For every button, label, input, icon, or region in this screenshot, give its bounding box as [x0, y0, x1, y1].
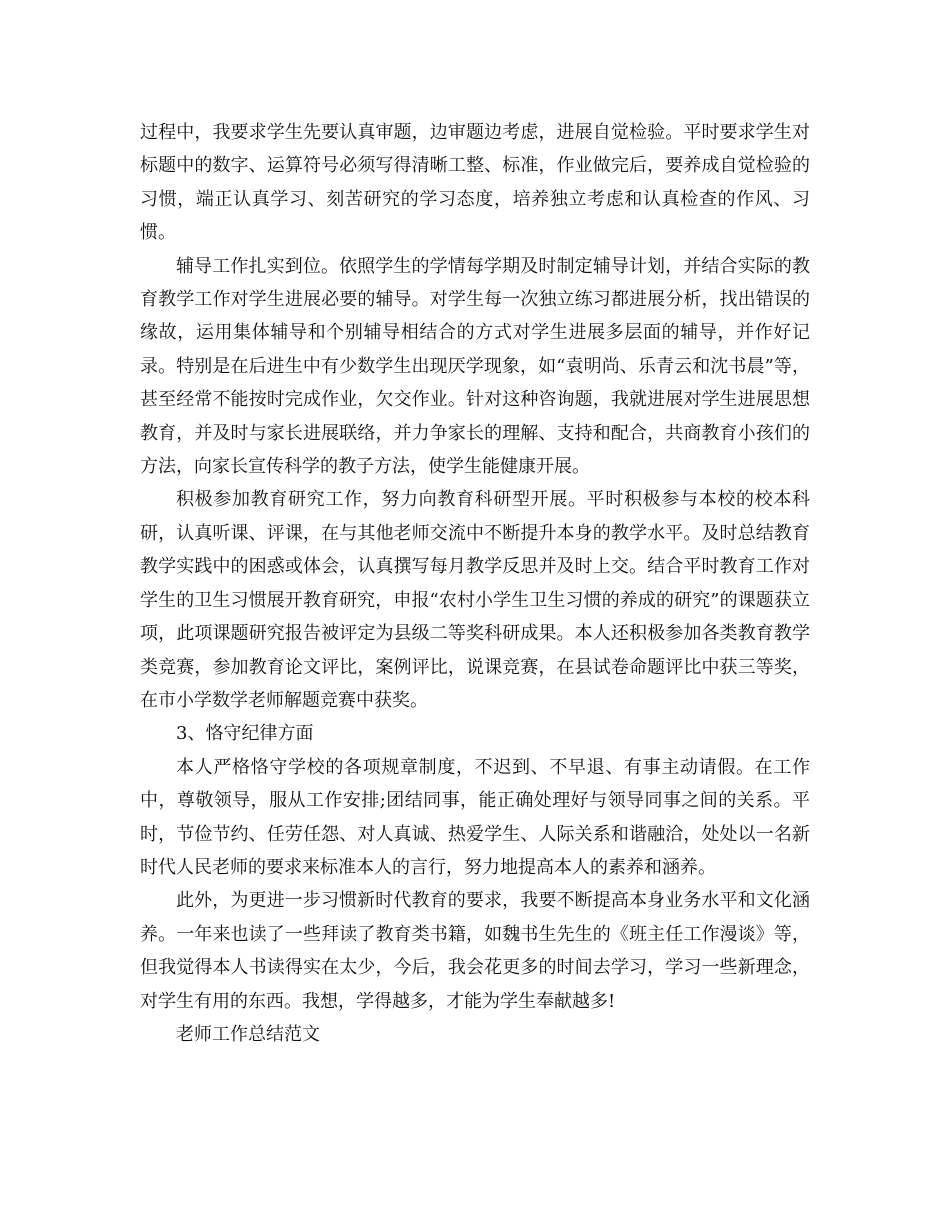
paragraph-discipline: 本人严格恪守学校的各项规章制度，不迟到、不早退、有事主动请假。在工作中，尊敬领导，服从工作安排;团结同事，能正确处理好与领导同事之间的关系。平时，节俭节约、任劳任怨、对人真诚、热爱学生、人际关系和谐融洽，处处以一名新时代人民老师的要求来标准本人的言行，努力地提高本人的素养和涵养。 [140, 756, 810, 878]
paragraph-research: 积极参加教育研究工作，努力向教育科研型开展。平时积极参与本校的校本科研，认真听课、评课，在与其他老师交流中不断提升本身的教学水平。及时总结教育教学实践中的困惑或体会，认真撰写每月教学反思并及时上交。结合平时教育工作对学生的卫生习惯展开教育研究，申报“农村小学生卫生习惯的养成的研究”的课题获立项，此项课题研究报告被评定为县级二等奖科研成果。本人还积极参加各类教育教学类竞赛，参加教育论文评比，案例评比，说课竞赛，在县试卷命题评比中获三等奖，在市小学数学老师解题竞赛中获奖。 [140, 489, 810, 711]
next-title: 老师工作总结范文 [176, 1023, 320, 1045]
paragraph-improvement: 此外，为更进一步习惯新时代教育的要求，我要不断提高本身业务水平和文化涵养。一年来也读了一些拜读了教育类书籍，如魏书生先生的《班主任工作漫谈》等，但我觉得本人书读得实在太少，今后，我会花更多的时间去学习，学习一些新理念，对学生有用的东西。我想，学得越多，才能为学生奉献越多! [140, 890, 810, 1012]
paragraph-continuation: 过程中，我要求学生先要认真审题，边审题边考虑，进展自觉检验。平时要求学生对标题中的数字、运算符号必须写得清晰工整、标准，作业做完后，要养成自觉检验的习惯，端正认真学习、刻苦研究的学习态度，培养独立考虑和认真检查的作风、习惯。 [140, 122, 810, 244]
paragraph-tutoring: 辅导工作扎实到位。依照学生的学情每学期及时制定辅导计划，并结合实际的教育教学工作对学生进展必要的辅导。对学生每一次独立练习都进展分析，找出错误的缘故，运用集体辅导和个别辅导相结合的方式对学生进展多层面的辅导，并作好记录。特别是在后进生中有少数学生出现厌学现象，如“袁明尚、乐青云和沈书晨”等，甚至经常不能按时完成作业，欠交作业。针对这种咨询题，我就进展对学生进展思想教育，并及时与家长进展联络，并力争家长的理解、支持和配合，共商教育小孩们的方法，向家长宣传科学的教子方法，使学生能健康开展。 [140, 255, 810, 478]
section-heading-discipline: 3、恪守纪律方面 [176, 723, 314, 745]
